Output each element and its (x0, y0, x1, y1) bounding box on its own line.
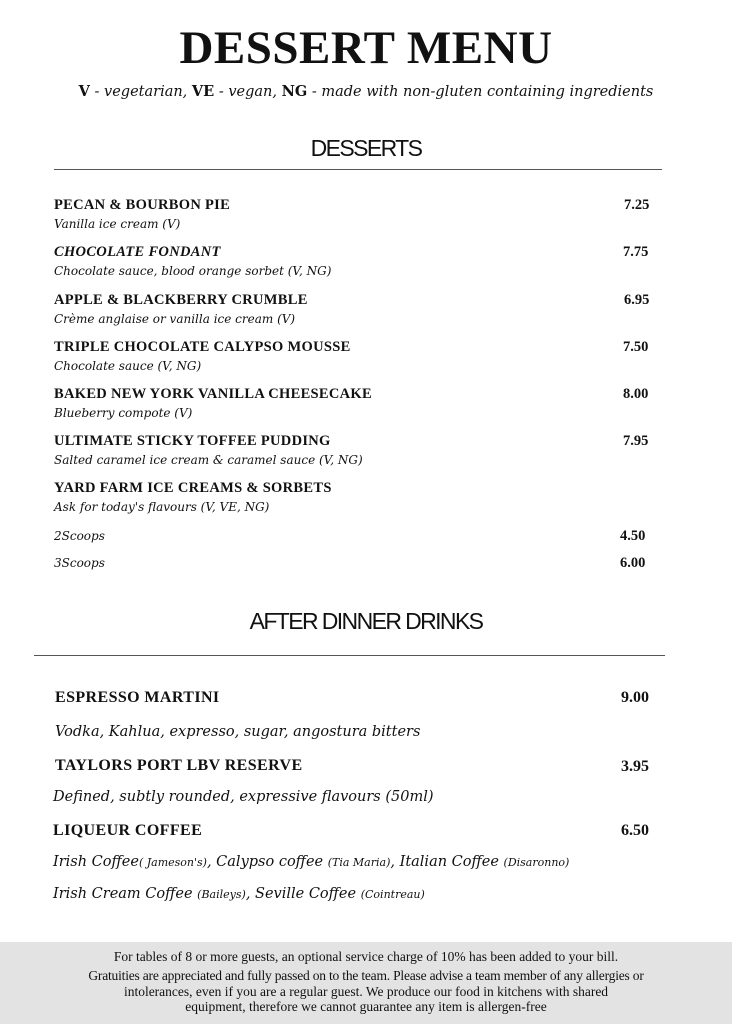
dessert-price: 7.75 (623, 244, 649, 260)
scoop-option-price: 6.00 (620, 555, 646, 571)
dietary-legend (0, 82, 732, 102)
legend-ng-code: NG (281, 83, 308, 100)
dessert-price: 7.25 (624, 197, 650, 213)
coffee-option-note: (Cointreau) (360, 888, 425, 901)
footer-intolerances: intolerances, even if you are a regular guest. We produce our food in kitchens with shared (123, 984, 609, 999)
legend-ve-text: - vegan, (214, 84, 282, 100)
legend-ng-text: - made with non-gluten containing ingredients (307, 84, 654, 100)
allergen-footer (0, 942, 732, 1024)
coffee-option: , Seville Coffee (245, 886, 361, 902)
dessert-description: Chocolate sauce (V, NG) (54, 359, 202, 373)
desserts-divider (54, 169, 662, 170)
legend-v-text: - vegetarian, (89, 84, 192, 100)
dessert-name: CHOCOLATE FONDANT (54, 244, 221, 260)
dessert-description: Crème anglaise or vanilla ice cream (V) (54, 312, 296, 326)
coffee-option-note: (Tia Maria) (327, 856, 391, 869)
footer-service-charge: For tables of 8 or more guests, an optional service charge of 10% has been added to your bill. (113, 949, 619, 964)
coffee-option-note: (Disaronno) (503, 856, 570, 869)
dessert-price: 6.95 (624, 292, 650, 308)
drink-description: Defined, subtly rounded, expressive flavours (50ml) (53, 789, 434, 805)
scoop-option-label: 2Scoops (54, 529, 105, 543)
dessert-name: TRIPLE CHOCOLATE CALYPSO MOUSSE (54, 339, 351, 355)
dessert-price: 7.50 (623, 339, 649, 355)
drink-name: LIQUEUR COFFEE (53, 822, 203, 839)
dessert-description: Blueberry compote (V) (54, 406, 193, 420)
dessert-name: YARD FARM ICE CREAMS & SORBETS (54, 480, 332, 496)
drink-name: ESPRESSO MARTINI (55, 689, 220, 706)
coffee-option: Irish Coffee (53, 854, 139, 870)
coffee-option: Irish Cream Coffee (53, 886, 198, 902)
dessert-description: Vanilla ice cream (V) (54, 217, 181, 231)
legend-ve-code: VE (191, 83, 215, 100)
dessert-description: Chocolate sauce, blood orange sorbet (V, NG) (54, 264, 332, 278)
dessert-price: 8.00 (623, 386, 649, 402)
scoop-option-label: 3Scoops (54, 556, 105, 570)
dessert-name: APPLE & BLACKBERRY CRUMBLE (54, 292, 308, 308)
footer-gratuities: Gratuities are appreciated and fully passed on to the team. Please advise a team member of any allergies or (88, 968, 644, 983)
dessert-name: PECAN & BOURBON PIE (54, 197, 231, 213)
drink-price: 6.50 (621, 822, 649, 839)
dessert-description: Salted caramel ice cream & caramel sauce (V, NG) (54, 453, 363, 467)
drink-price: 3.95 (621, 758, 649, 775)
scoop-option-price: 4.50 (620, 528, 646, 544)
dessert-description: Ask for today's flavours (V, VE, NG) (54, 500, 270, 514)
drink-description: Vodka, Kahlua, expresso, sugar, angostura bitters (55, 724, 421, 740)
drink-price: 9.00 (621, 689, 649, 706)
legend-v-code: V (78, 83, 90, 100)
dessert-price: 7.95 (623, 433, 649, 449)
coffee-option-note: (Baileys) (197, 888, 246, 901)
coffee-option: , Italian Coffee (390, 854, 504, 870)
liqueur-coffee-options-line-2 (53, 884, 425, 905)
coffee-option: , Calypso coffee (206, 854, 328, 870)
liqueur-coffee-options-line-1 (53, 852, 569, 873)
drinks-heading: AFTER DINNER DRINKS (249, 608, 483, 634)
drinks-divider (34, 655, 665, 656)
desserts-heading: DESSERTS (310, 135, 422, 161)
dessert-name: BAKED NEW YORK VANILLA CHEESECAKE (54, 386, 372, 402)
page-title: DESSERT MENU (179, 22, 553, 74)
footer-allergen-disclaimer: equipment, therefore we cannot guarantee any item is allergen-free (185, 999, 547, 1014)
dessert-name: ULTIMATE STICKY TOFFEE PUDDING (54, 433, 331, 449)
coffee-option-note: ( Jameson's) (138, 856, 207, 869)
drink-name: TAYLORS PORT LBV RESERVE (55, 757, 303, 774)
